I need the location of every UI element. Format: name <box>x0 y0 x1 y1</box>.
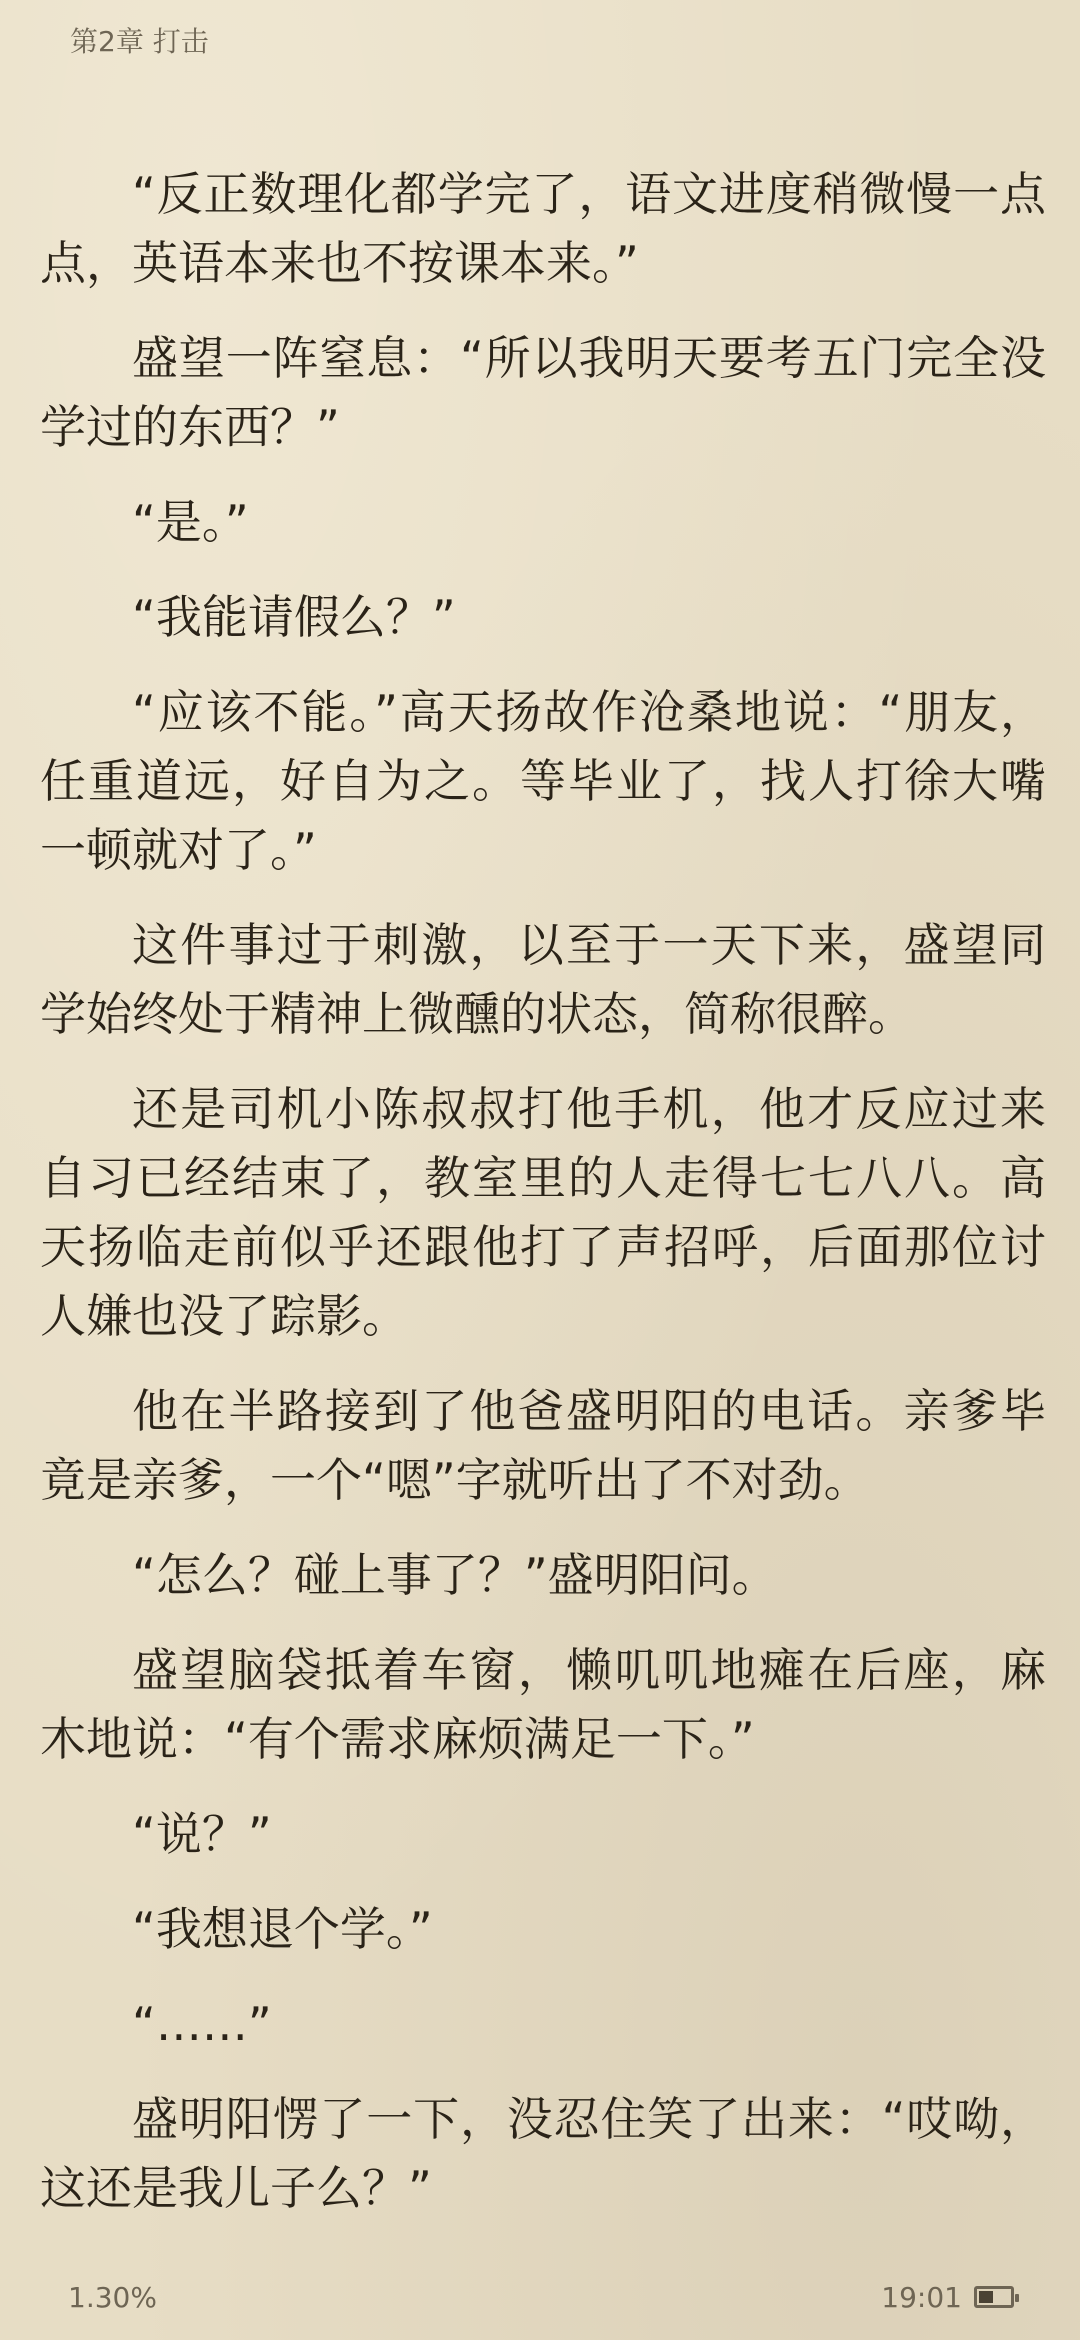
paragraph: 盛明阳愣了一下，没忍住笑了出来：“哎呦，这还是我儿子么？” <box>40 2092 1046 2215</box>
paragraph: “应该不能。”高天扬故作沧桑地说：“朋友，任重道远，好自为之。等毕业了，找人打徐大嘴一顿就对了。” <box>40 685 1046 877</box>
chapter-text[interactable] <box>40 160 1046 2230</box>
paragraph: 这件事过于刺激，以至于一天下来，盛望同学始终处于精神上微醺的状态，简称很醉。 <box>40 918 1046 1041</box>
paragraph: “说？” <box>132 1807 272 1861</box>
battery-icon <box>974 2286 1014 2308</box>
reading-progress: 1.30% <box>68 2281 157 2314</box>
paragraph: 还是司机小陈叔叔打他手机，他才反应过来自习已经结束了，教室里的人走得七七八八。高天扬临走前似乎还跟他打了声招呼，后面那位讨人嫌也没了踪影。 <box>40 1082 1046 1343</box>
clock: 19:01 <box>881 2281 962 2314</box>
battery-level <box>979 2291 993 2303</box>
paragraph: “是。” <box>132 495 249 549</box>
chapter-title: 第2章 打击 <box>70 25 209 58</box>
paragraph: “反正数理化都学完了，语文进度稍微慢一点点，英语本来也不按课本来。” <box>40 167 1046 290</box>
paragraph: 盛望一阵窒息：“所以我明天要考五门完全没学过的东西？” <box>40 331 1046 454</box>
paragraph: “我能请假么？” <box>132 590 456 644</box>
paragraph: 他在半路接到了他爸盛明阳的电话。亲爹毕竟是亲爹，一个“嗯”字就听出了不对劲。 <box>40 1384 1046 1507</box>
reader-status-bar <box>0 2270 1080 2326</box>
paragraph: “我想退个学。” <box>132 1902 433 1956</box>
paragraph: 盛望脑袋抵着车窗，懒叽叽地瘫在后座，麻木地说：“有个需求麻烦满足一下。” <box>40 1643 1046 1766</box>
paragraph: “……” <box>132 1997 272 2051</box>
paragraph: “怎么？碰上事了？”盛明阳问。 <box>132 1548 778 1602</box>
